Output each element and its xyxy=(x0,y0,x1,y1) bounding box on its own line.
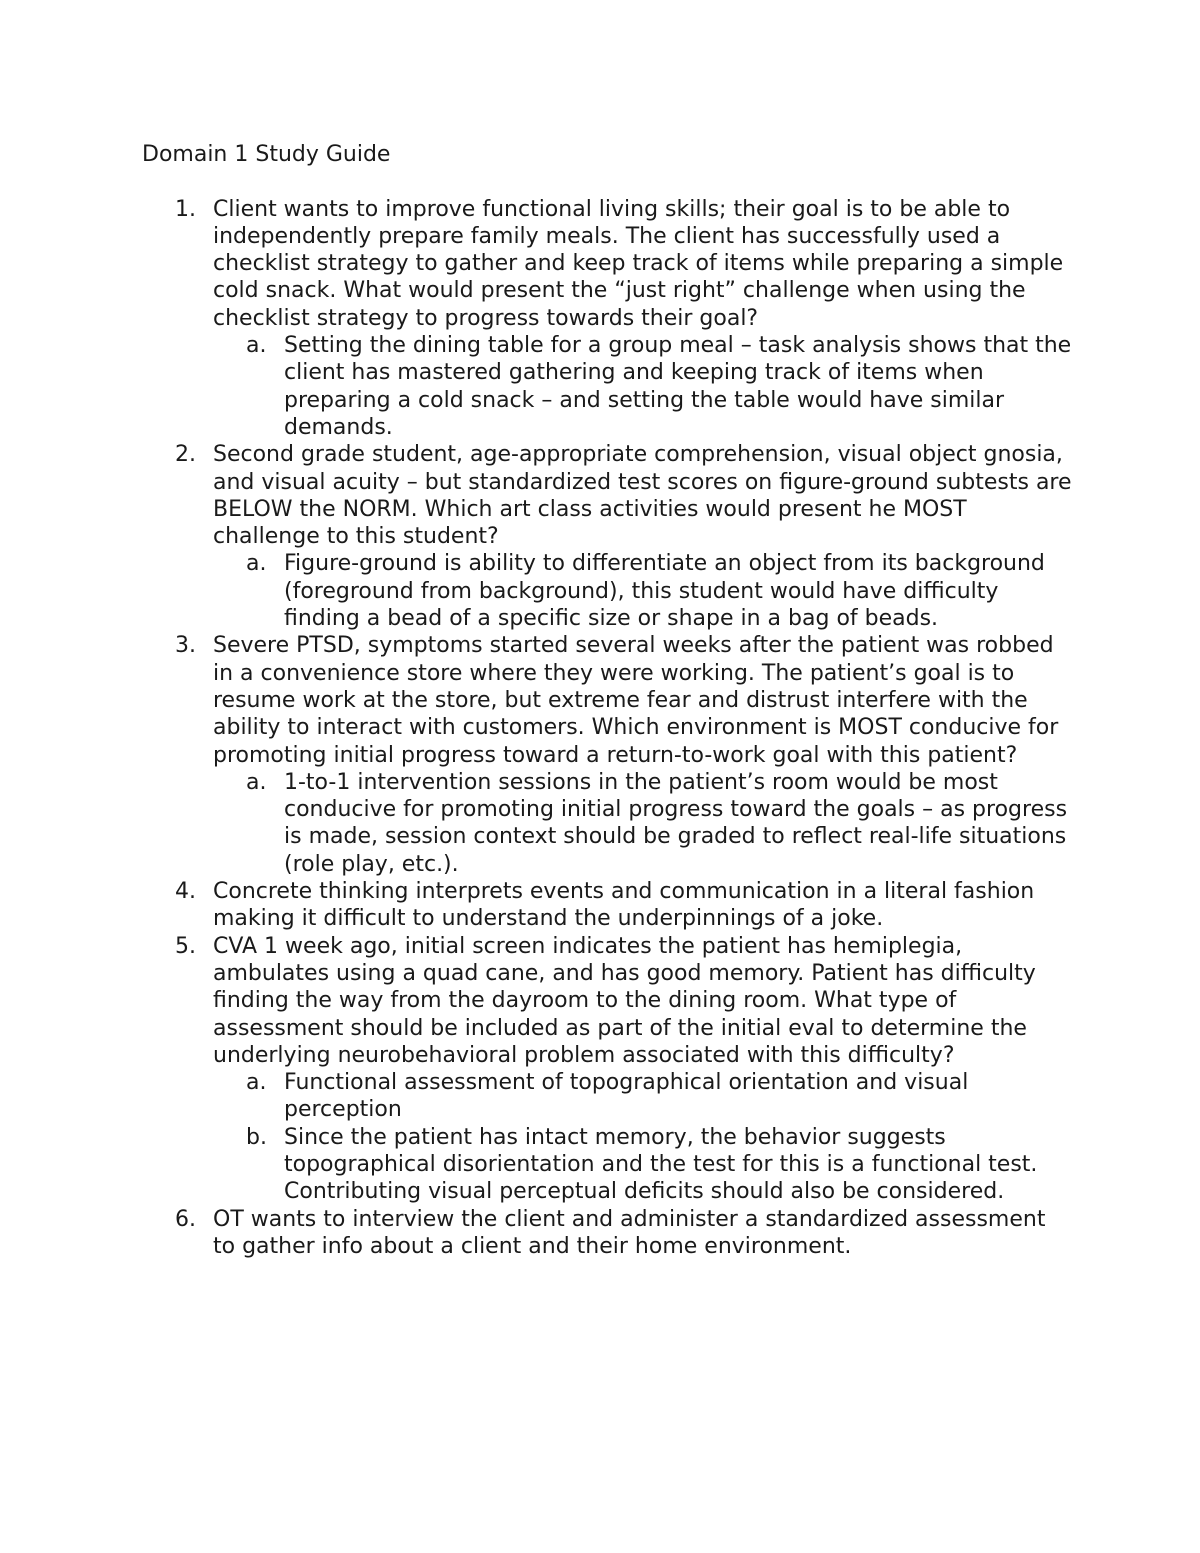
question-item xyxy=(142,196,1072,442)
question-number: 3. xyxy=(175,633,196,659)
answer-text: Figure-ground is ability to differentiate an object from its background (foreground from background), this student would have difficulty finding a bead of a specific size or shape in a bag of beads. xyxy=(284,551,1045,632)
answer-text: 1-to-1 intervention sessions in the patient’s room would be most conducive for promoting initial progress toward the goals – as progress is made, session context should be graded to reflect real-life situations (role play, etc.). xyxy=(284,769,1068,877)
answer-item xyxy=(213,550,1072,632)
answer-letter: a. xyxy=(246,551,267,577)
question-item xyxy=(142,933,1072,1206)
question-text: CVA 1 week ago, initial screen indicates the patient has hemiplegia, ambulates using a quad cane, and has good memory. Patient has difficulty finding the way from the dayroom to the dining room. What type of assessment should be included as part of the initial eval to determine the underlying neurobehavioral problem associated with this difficulty? xyxy=(213,933,1036,1068)
question-text: Client wants to improve functional living skills; their goal is to be able to independently prepare family meals. The client has successfully used a checklist strategy to gather and keep track of items while preparing a simple cold snack. What would present the “just right” challenge when using the checklist strategy to progress towards their goal? xyxy=(213,196,1064,331)
question-text: Concrete thinking interprets events and communication in a literal fashion making it difficult to understand the underpinnings of a joke. xyxy=(213,879,1035,932)
question-text: Severe PTSD, symptoms started several weeks after the patient was robbed in a convenience store where they were working. The patient’s goal is to resume work at the store, but extreme fear and distrust interfere with the ability to interact with customers. Which environment is MOST conducive for promoting initial progress toward a return-to-work goal with this patient? xyxy=(213,633,1059,768)
question-number: 4. xyxy=(175,879,196,905)
question-item xyxy=(142,1206,1072,1261)
question-list xyxy=(142,196,1072,1261)
answer-list xyxy=(213,1069,1072,1205)
question-number: 5. xyxy=(175,933,196,959)
question-text: OT wants to interview the client and administer a standardized assessment to gather info about a client and their home environment. xyxy=(213,1206,1046,1259)
answer-list xyxy=(213,769,1072,878)
question-number: 1. xyxy=(175,196,196,222)
answer-text: Since the patient has intact memory, the behavior suggests topographical disorientation and the test for this is a functional test. Contributing visual perceptual deficits should also be considered. xyxy=(284,1124,1038,1205)
question-number: 6. xyxy=(175,1206,196,1232)
answer-list xyxy=(213,550,1072,632)
answer-item xyxy=(213,1124,1072,1206)
question-text: Second grade student, age-appropriate comprehension, visual object gnosia, and visual acuity – but standardized test scores on figure-ground subtests are BELOW the NORM. Which art class activities would present he MOST challenge to this student? xyxy=(213,442,1072,550)
answer-letter: b. xyxy=(246,1124,267,1150)
answer-text: Setting the dining table for a group meal – task analysis shows that the client has mastered gathering and keeping track of items when preparing a cold snack – and setting the table would have similar demands. xyxy=(284,333,1072,440)
answer-item xyxy=(213,769,1072,878)
answer-text: Functional assessment of topographical orientation and visual perception xyxy=(284,1070,969,1123)
document-title: Domain 1 Study Guide xyxy=(142,142,391,167)
question-item xyxy=(142,632,1072,878)
answer-item xyxy=(213,332,1072,441)
answer-letter: a. xyxy=(246,1070,267,1096)
question-item xyxy=(142,441,1072,632)
question-item xyxy=(142,878,1072,933)
answer-letter: a. xyxy=(246,769,267,795)
answer-item xyxy=(213,1069,1072,1124)
answer-list xyxy=(213,332,1072,441)
answer-letter: a. xyxy=(246,333,267,359)
question-number: 2. xyxy=(175,442,196,468)
document-body xyxy=(142,141,1072,1260)
